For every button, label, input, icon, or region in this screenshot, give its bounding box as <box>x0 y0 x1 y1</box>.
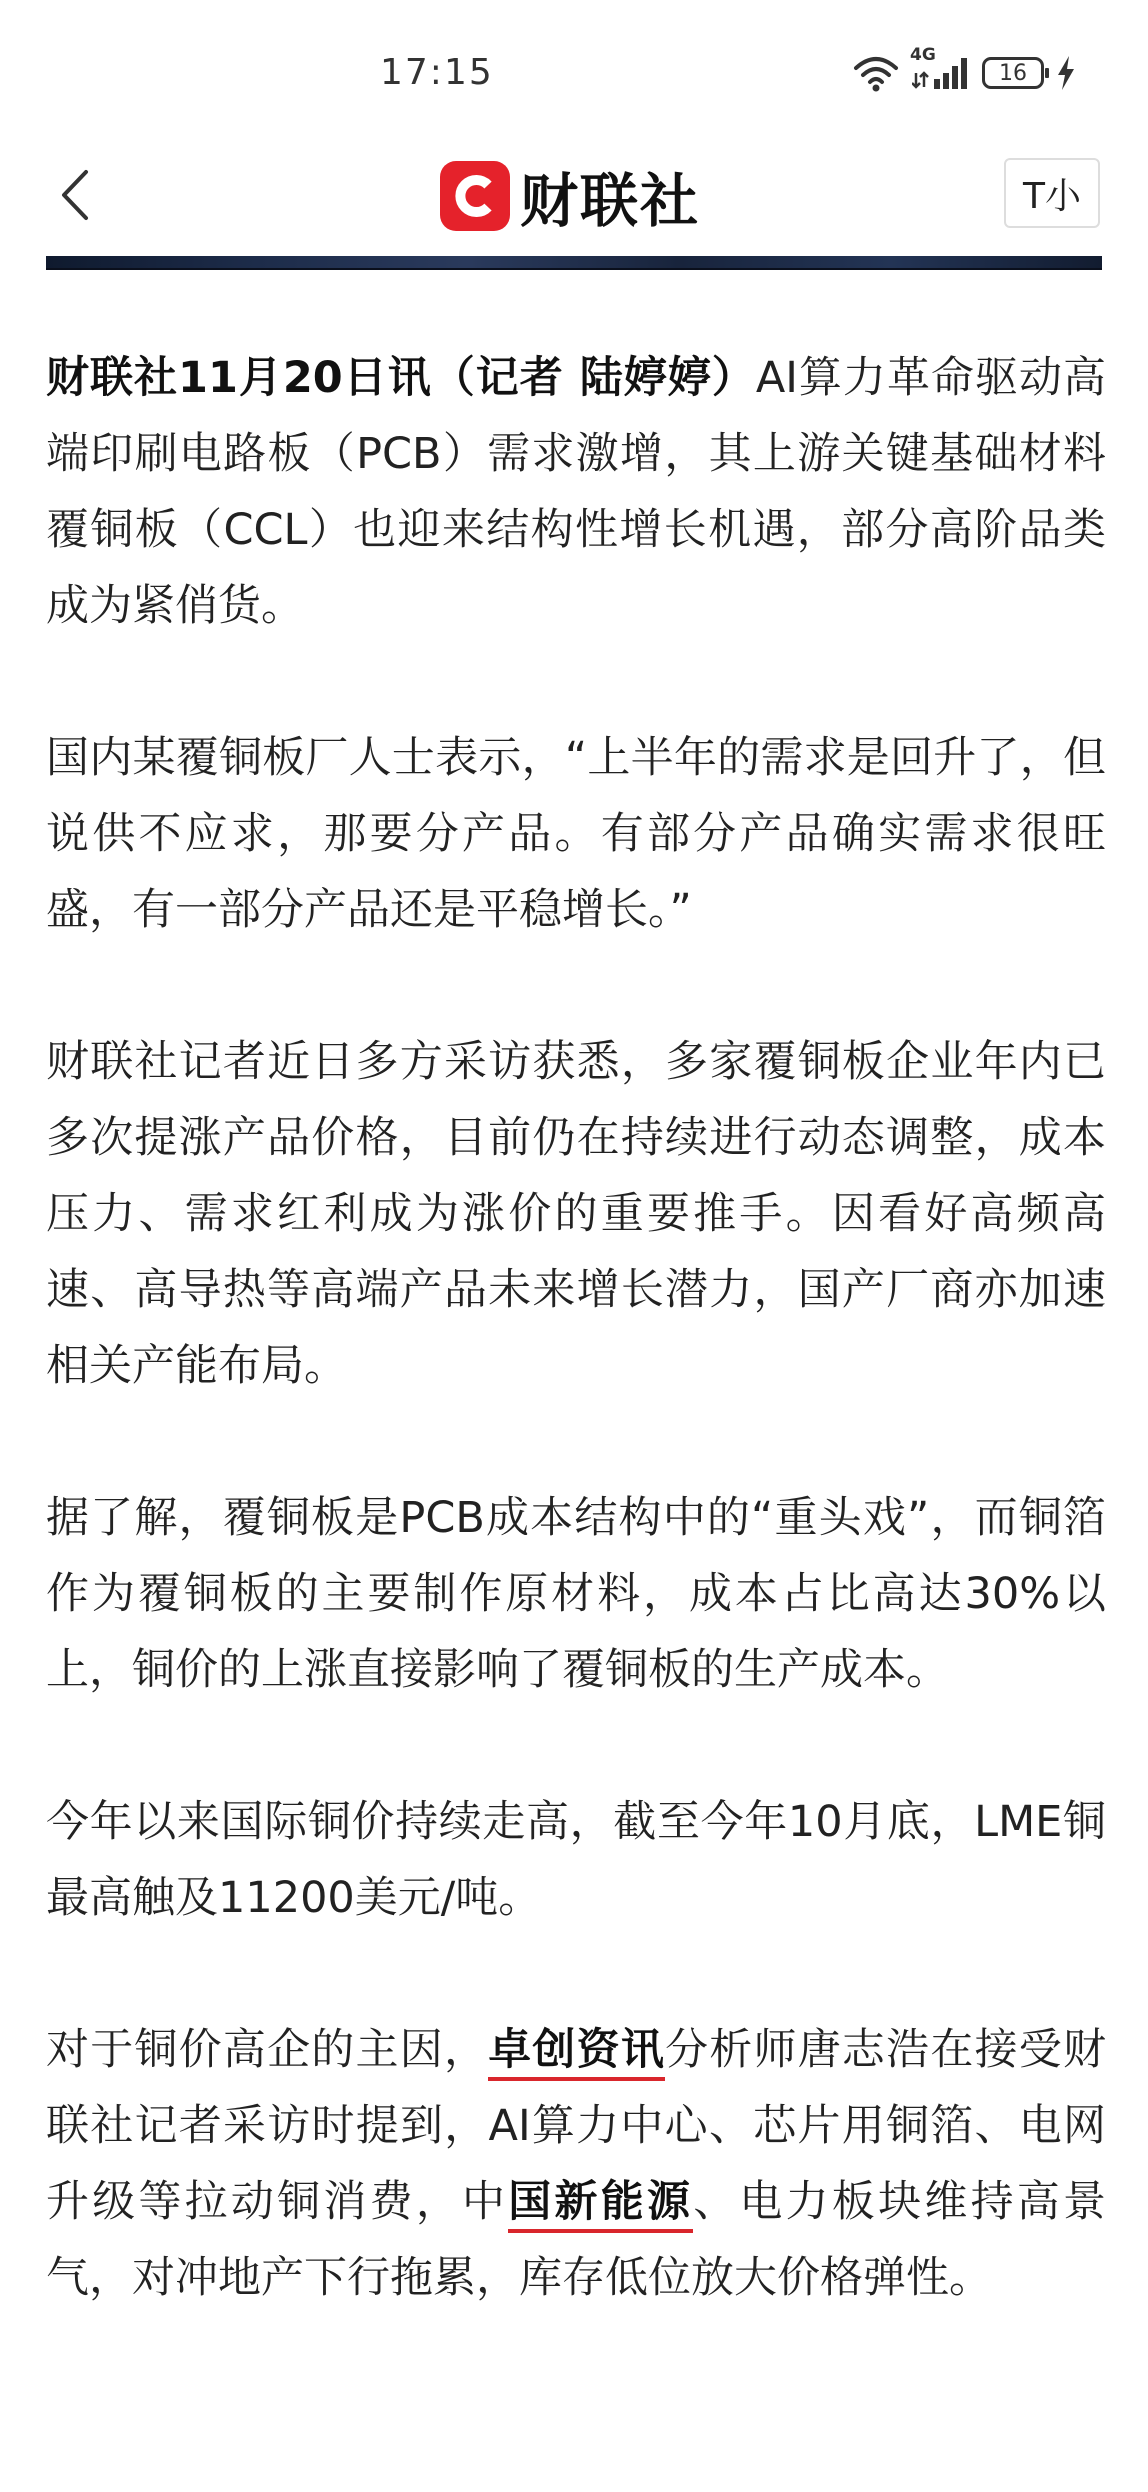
status-time: 17:15 <box>380 52 494 93</box>
article-paragraph-1 <box>46 340 1106 644</box>
battery-level: 16 <box>999 60 1027 86</box>
chevron-left-icon[interactable] <box>56 166 96 224</box>
article-body <box>46 340 1106 2392</box>
article-paragraph-1-text: AI算力革命驱动高端印刷电路板（PCB）需求激增，其上游关键基础材料覆铜板（CCL）也迎来结构性增长机遇，部分高阶品类成为紧俏货。 <box>46 353 1106 631</box>
cls-logo-icon <box>440 161 510 231</box>
article-paragraph-2: 国内某覆铜板厂人士表示，“上半年的需求是回升了，但说供不应求，那要分产品。有部分产品确实需求很旺盛，有一部分产品还是平稳增长。” <box>46 733 1106 935</box>
article-paragraph-6-text-b: 分析师唐志浩在接受财联社记者采访时提到，AI算力中心、芯片用铜箔、电网升级等拉动铜消费，中 <box>46 2025 1107 2227</box>
article-paragraph-3: 财联社记者近日多方采访获悉，多家覆铜板企业年内已多次提涨产品价格，目前仍在持续进行动态调整，成本压力、需求红利成为涨价的重要推手。因看好高频高速、高导热等高端产品未来增长潜力，国产厂商亦加速相关产能布局。 <box>46 1037 1106 1391</box>
article-paragraph-6-text-a: 对于铜价高企的主因， <box>46 2025 489 2075</box>
article-banner-image <box>46 256 1102 270</box>
app-header <box>0 140 1148 252</box>
wifi-icon <box>852 54 900 92</box>
article-dateline: 财联社11月20日讯（记者 陆婷婷） <box>46 353 756 403</box>
article-paragraph-4: 据了解，覆铜板是PCB成本结构中的“重头戏”，而铜箔作为覆铜板的主要制作原材料，成本占比高达30%以上，铜价的上涨直接影响了覆铜板的生产成本。 <box>46 1493 1106 1695</box>
network-type-label: 4G <box>910 45 936 65</box>
bolt-icon <box>1056 56 1076 90</box>
cellular-signal <box>910 45 970 91</box>
entity-link-xinnengyuan[interactable]: 国新能源 <box>508 2177 693 2233</box>
status-bar <box>0 0 1148 140</box>
brand-name: 财联社 <box>520 167 701 235</box>
article-paragraph-6-text-c: 、电力板块维持高景气，对冲地产下行拖累，库存低位放大价格弹性。 <box>46 2177 1107 2303</box>
battery-indicator <box>982 57 1044 89</box>
font-size-button[interactable]: T小 <box>1004 158 1100 228</box>
entity-link-zhuochuang[interactable]: 卓创资讯 <box>488 2025 665 2081</box>
status-indicators <box>852 45 1076 92</box>
article-paragraph-6 <box>46 2012 1106 2316</box>
article-paragraph-5: 今年以来国际铜价持续走高，截至今年10月底，LME铜最高触及11200美元/吨。 <box>46 1797 1106 1923</box>
brand <box>440 154 700 238</box>
